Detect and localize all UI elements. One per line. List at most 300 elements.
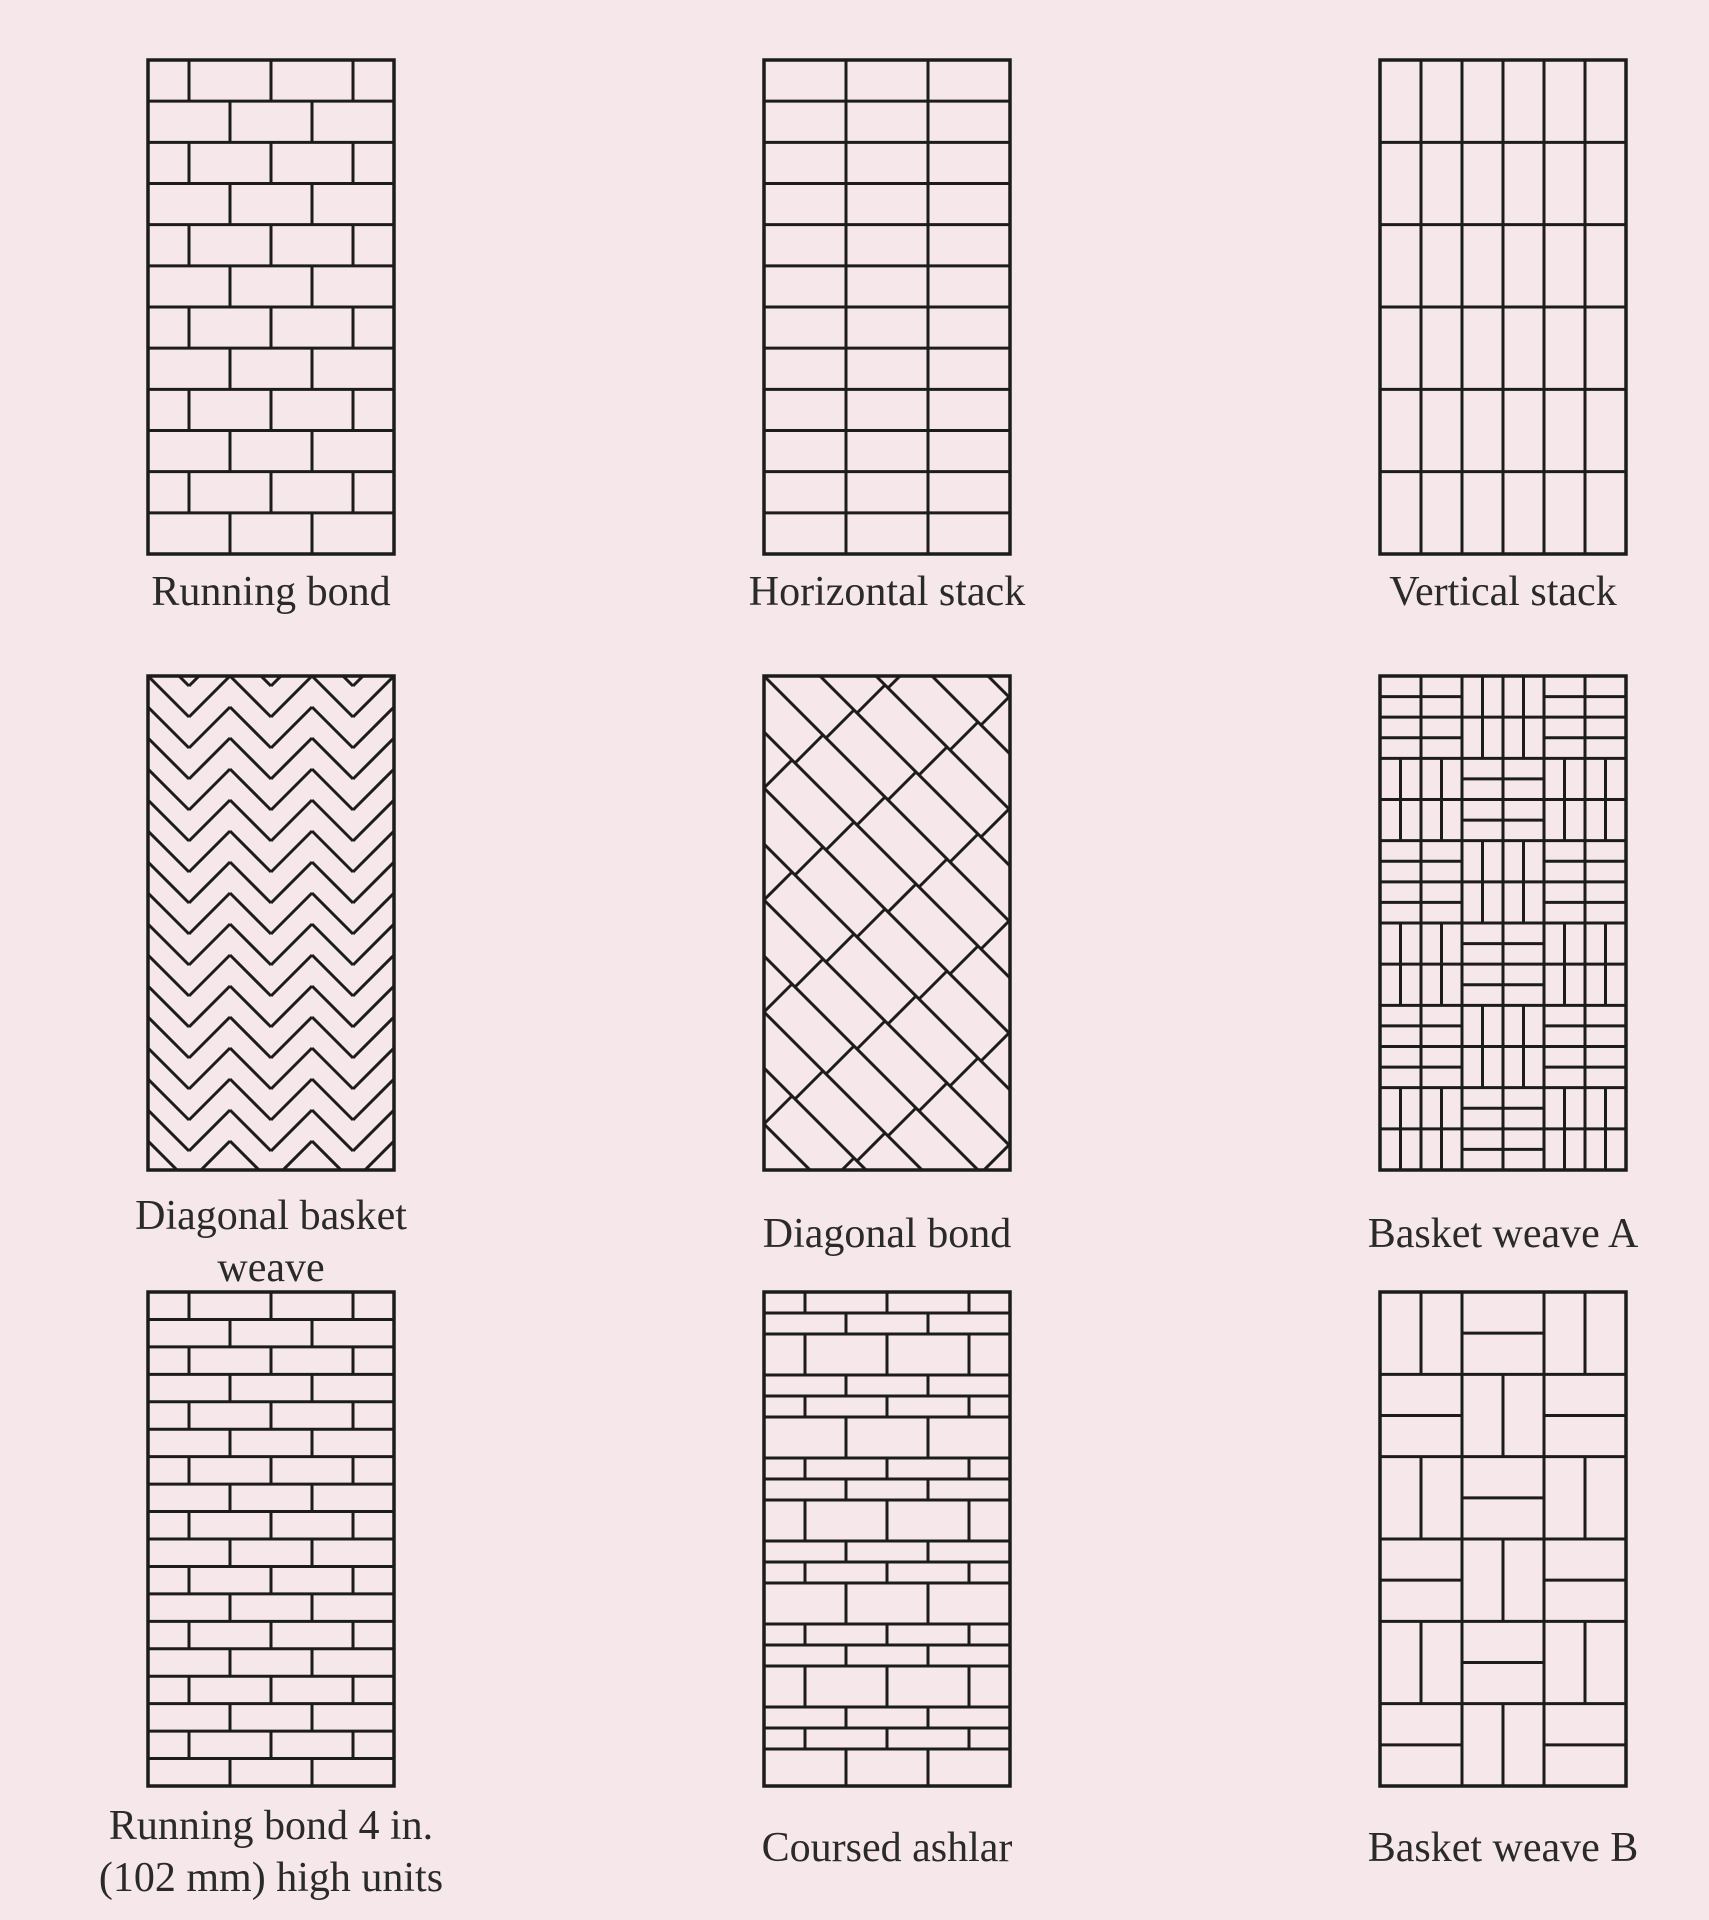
joint-line	[671, 163, 699, 191]
joint-line	[423, 923, 451, 951]
joint-line	[547, 487, 575, 515]
joint-line	[485, 0, 513, 5]
joint-line	[148, 800, 189, 841]
joint-line	[1260, 1144, 1288, 1172]
joint-line	[671, 387, 699, 415]
joint-line	[671, 723, 699, 751]
joint-line	[485, 1209, 513, 1237]
joint-line	[795, 1295, 823, 1323]
joint-line	[578, 1134, 606, 1162]
joint-line	[1198, 1306, 1226, 1334]
joint-line	[230, 955, 271, 996]
joint-line	[1508, 1504, 1536, 1532]
joint-line	[1322, 1430, 1350, 1458]
joint-line	[733, 1457, 761, 1485]
joint-line	[312, 862, 353, 903]
joint-line	[189, 800, 230, 841]
joint-line	[1043, 311, 1071, 339]
joint-line	[640, 300, 668, 328]
joint-line	[919, 187, 947, 215]
joint-line	[826, 1270, 854, 1298]
joint-line	[1074, 286, 1102, 314]
joint-line	[1074, 1182, 1102, 1210]
joint-line	[237, 401, 265, 429]
joint-line	[950, 1506, 978, 1534]
joint-line	[1229, 721, 1257, 749]
joint-line	[353, 676, 394, 717]
joint-line	[1012, 784, 1040, 812]
joint-line	[1136, 1356, 1164, 1384]
joint-line	[1260, 808, 1288, 836]
joint-line	[271, 800, 312, 841]
joint-line	[733, 1, 761, 29]
joint-line	[702, 698, 730, 726]
joint-line	[1322, 646, 1350, 674]
joint-line	[795, 399, 823, 427]
joint-line	[1167, 1443, 1195, 1471]
joint-line	[454, 338, 482, 366]
joint-line	[764, 424, 792, 452]
joint-line	[516, 736, 544, 764]
joint-line	[1105, 1605, 1133, 1633]
joint-line	[547, 1495, 575, 1523]
joint-line	[1260, 584, 1288, 612]
joint-line	[454, 1010, 482, 1038]
joint-line	[189, 893, 230, 934]
joint-line	[1384, 708, 1412, 736]
joint-line	[733, 113, 761, 141]
joint-line	[1229, 945, 1257, 973]
joint-line	[1632, 1516, 1660, 1544]
running-bond-4in-pattern	[148, 1292, 394, 1786]
joint-line	[919, 1083, 947, 1111]
joint-line	[714, 570, 1060, 916]
joint-line	[733, 449, 761, 477]
joint-line	[1074, 510, 1102, 538]
joint-line	[206, 762, 234, 790]
joint-line	[888, 436, 916, 464]
joint-line	[237, 65, 265, 93]
joint-line	[714, 682, 1060, 1028]
joint-line	[189, 955, 230, 996]
caption-line: Vertical stack	[1389, 569, 1617, 615]
joint-line	[714, 346, 1060, 692]
joint-line	[1012, 896, 1040, 924]
joint-line	[1322, 870, 1350, 898]
caption-line: Running bond	[151, 569, 391, 615]
joint-line	[1229, 1393, 1257, 1421]
joint-line	[1260, 1704, 1288, 1732]
joint-line	[1136, 1692, 1164, 1720]
joint-line	[271, 831, 312, 872]
joint-line	[454, 898, 482, 926]
joint-line	[1043, 871, 1071, 899]
joint-line	[1198, 1866, 1226, 1894]
joint-line	[392, 948, 420, 976]
joint-line	[485, 1433, 513, 1461]
joint-line	[1291, 1007, 1319, 1035]
joint-line	[733, 1569, 761, 1597]
joint-line	[423, 1371, 451, 1399]
joint-line	[857, 1469, 885, 1497]
joint-line	[1229, 1169, 1257, 1197]
joint-line	[919, 523, 947, 551]
joint-line	[312, 1017, 353, 1058]
joint-line	[671, 1171, 699, 1199]
joint-line	[702, 1594, 730, 1622]
joint-line	[1260, 920, 1288, 948]
joint-line	[353, 800, 394, 841]
joint-line	[148, 614, 189, 655]
joint-line	[640, 76, 668, 104]
joint-line	[1632, 1740, 1660, 1768]
joint-line	[733, 673, 761, 701]
joint-line	[1477, 1417, 1505, 1445]
caption-coursed-ashlar	[677, 1822, 1097, 1874]
joint-line	[1136, 1244, 1164, 1272]
joint-line	[1167, 1667, 1195, 1695]
joint-line	[516, 1072, 544, 1100]
joint-line	[237, 289, 265, 317]
joint-line	[1694, 1690, 1709, 1718]
joint-line	[1632, 1068, 1660, 1096]
joint-line	[919, 859, 947, 887]
joint-line	[1353, 1069, 1381, 1097]
joint-line	[353, 738, 394, 779]
joint-line	[1136, 796, 1164, 824]
joint-line	[361, 413, 389, 441]
joint-line	[1136, 1580, 1164, 1608]
joint-line	[547, 711, 575, 739]
joint-line	[1167, 995, 1195, 1023]
joint-line	[609, 101, 637, 129]
joint-line	[1260, 1032, 1288, 1060]
joint-line	[1136, 1804, 1164, 1832]
joint-line	[578, 686, 606, 714]
joint-line	[547, 39, 575, 67]
joint-line	[454, 2, 482, 30]
joint-line	[1353, 1405, 1381, 1433]
joint-line	[516, 176, 544, 204]
joint-line	[826, 1158, 854, 1186]
joint-line	[981, 1033, 1009, 1061]
joint-line	[516, 624, 544, 652]
joint-line	[230, 893, 271, 934]
joint-line	[189, 1017, 230, 1058]
joint-line	[206, 0, 234, 6]
joint-line	[919, 1531, 947, 1559]
joint-line	[1291, 783, 1319, 811]
joint-line	[271, 893, 312, 934]
joint-line	[702, 1034, 730, 1062]
joint-line	[1136, 908, 1164, 936]
joint-line	[609, 661, 637, 689]
joint-line	[857, 237, 885, 265]
joint-line	[312, 1048, 353, 1089]
joint-line	[640, 1196, 668, 1224]
caption-basket-weave-a	[1293, 1208, 1709, 1260]
joint-line	[485, 985, 513, 1013]
joint-line	[189, 1110, 230, 1151]
joint-line	[826, 934, 854, 962]
joint-line	[1694, 1130, 1709, 1158]
joint-line	[733, 1009, 761, 1037]
joint-line	[547, 1383, 575, 1411]
joint-line	[702, 922, 730, 950]
joint-line	[1229, 1729, 1257, 1757]
joint-line	[353, 769, 394, 810]
joint-line	[609, 0, 637, 17]
joint-line	[702, 362, 730, 390]
joint-line	[423, 811, 451, 839]
joint-line	[1353, 1741, 1381, 1769]
joint-line	[1167, 771, 1195, 799]
joint-line	[578, 1246, 606, 1274]
joint-line	[1508, 1728, 1536, 1756]
caption-line: Diagonal basket	[135, 1193, 407, 1239]
joint-line	[1384, 932, 1412, 960]
joint-line	[271, 986, 312, 1027]
joint-line	[1291, 1343, 1319, 1371]
joint-line	[547, 151, 575, 179]
joint-line	[1136, 460, 1164, 488]
joint-line	[1105, 933, 1133, 961]
joint-line	[1508, 1280, 1536, 1308]
joint-line	[547, 1047, 575, 1075]
joint-line	[671, 835, 699, 863]
joint-line	[578, 1470, 606, 1498]
joint-line	[702, 1370, 730, 1398]
joint-line	[1167, 1107, 1195, 1135]
joint-line	[1136, 684, 1164, 712]
joint-line	[888, 1668, 916, 1696]
joint-line	[268, 264, 296, 292]
joint-line	[189, 769, 230, 810]
joint-line	[230, 1017, 271, 1058]
joint-line	[516, 1296, 544, 1324]
joint-line	[1136, 1916, 1164, 1920]
joint-line	[1198, 1194, 1226, 1222]
joint-line	[189, 1079, 230, 1120]
joint-line	[1012, 1680, 1040, 1708]
joint-line	[609, 885, 637, 913]
joint-line	[148, 769, 189, 810]
joint-line	[857, 349, 885, 377]
joint-line	[1384, 1716, 1412, 1744]
joint-line	[1229, 1841, 1257, 1869]
joint-line	[702, 250, 730, 278]
joint-line	[1384, 1380, 1412, 1408]
joint-line	[764, 984, 792, 1012]
joint-line	[1663, 1603, 1691, 1631]
joint-line	[237, 513, 265, 541]
joint-line	[733, 1681, 761, 1709]
caption-horizontal-stack	[677, 566, 1097, 618]
joint-line	[189, 738, 230, 779]
joint-line	[189, 831, 230, 872]
caption-diagonal-bond	[677, 1208, 1097, 1260]
joint-line	[1570, 1902, 1598, 1920]
vertical-stack-pattern	[1380, 60, 1626, 554]
joint-line	[148, 1017, 189, 1058]
joint-line	[423, 251, 451, 279]
joint-line	[950, 1730, 978, 1758]
joint-line	[312, 707, 353, 748]
joint-line	[230, 769, 271, 810]
joint-line	[1198, 1082, 1226, 1110]
caption-line: (102 mm) high units	[98, 1855, 444, 1901]
joint-line	[189, 924, 230, 965]
joint-line	[1415, 1915, 1443, 1920]
joint-line	[392, 276, 420, 304]
joint-line	[175, 3, 203, 31]
joint-line	[454, 674, 482, 702]
joint-line	[148, 676, 189, 717]
joint-line	[795, 1407, 823, 1435]
joint-line	[175, 115, 203, 143]
joint-line	[764, 536, 792, 564]
joint-line	[148, 738, 189, 779]
joint-line	[271, 862, 312, 903]
joint-line	[919, 1755, 947, 1783]
joint-line	[1136, 1020, 1164, 1048]
joint-line	[578, 574, 606, 602]
joint-line	[578, 238, 606, 266]
joint-line	[1074, 1070, 1102, 1098]
joint-line	[1632, 844, 1660, 872]
panel-frame	[148, 676, 394, 1170]
joint-line	[981, 1593, 1009, 1621]
joint-line	[981, 361, 1009, 389]
joint-line	[1167, 1779, 1195, 1807]
joint-line	[1477, 1529, 1505, 1557]
joint-line	[888, 884, 916, 912]
joint-line	[714, 1690, 1060, 1920]
joint-line	[299, 687, 327, 715]
joint-line	[764, 0, 792, 4]
joint-line	[578, 798, 606, 826]
joint-line	[950, 274, 978, 302]
joint-line	[1167, 659, 1195, 687]
joint-line	[353, 955, 394, 996]
joint-line	[733, 225, 761, 253]
joint-line	[312, 955, 353, 996]
joint-line	[826, 1046, 854, 1074]
joint-line	[423, 1147, 451, 1175]
joint-line	[271, 1110, 312, 1151]
joint-line	[1446, 994, 1474, 1022]
joint-line	[981, 473, 1009, 501]
caption-line: Basket weave B	[1367, 1825, 1639, 1871]
joint-line	[578, 1358, 606, 1386]
joint-line	[1291, 895, 1319, 923]
joint-line	[1012, 1120, 1040, 1148]
joint-line	[578, 910, 606, 938]
joint-line	[981, 809, 1009, 837]
joint-line	[353, 1048, 394, 1089]
joint-line	[547, 935, 575, 963]
joint-line	[1167, 1219, 1195, 1247]
joint-line	[1074, 398, 1102, 426]
joint-line	[1260, 696, 1288, 724]
joint-line	[361, 1309, 389, 1337]
joint-line	[826, 1606, 854, 1634]
joint-line	[1105, 373, 1133, 401]
joint-line	[1229, 497, 1257, 525]
joint-line	[148, 1141, 189, 1182]
joint-line	[361, 749, 389, 777]
joint-line	[1663, 1491, 1691, 1519]
joint-line	[578, 14, 606, 42]
joint-line	[423, 139, 451, 167]
joint-line	[206, 314, 234, 342]
running-bond-pattern	[148, 60, 394, 554]
joint-line	[148, 707, 189, 748]
joint-line	[547, 375, 575, 403]
joint-line	[1353, 1293, 1381, 1321]
joint-line	[1663, 1379, 1691, 1407]
horizontal-stack-pattern	[764, 60, 1010, 554]
joint-line	[714, 794, 1060, 1140]
joint-line	[353, 986, 394, 1027]
joint-line	[353, 893, 394, 934]
joint-line	[1012, 448, 1040, 476]
joint-line	[919, 411, 947, 439]
joint-line	[702, 474, 730, 502]
joint-line	[1260, 1480, 1288, 1508]
joint-line	[148, 986, 189, 1027]
joint-line	[888, 1780, 916, 1808]
joint-line	[271, 738, 312, 779]
joint-line	[361, 525, 389, 553]
joint-line	[640, 860, 668, 888]
joint-line	[1291, 1679, 1319, 1707]
joint-line	[1260, 1256, 1288, 1284]
joint-line	[392, 388, 420, 416]
coursed-ashlar-pattern	[764, 1292, 1010, 1790]
joint-line	[516, 512, 544, 540]
joint-line	[148, 1110, 189, 1151]
joint-line	[1105, 1269, 1133, 1297]
joint-line	[950, 1170, 978, 1198]
joint-line	[826, 1718, 854, 1746]
joint-line	[1074, 1518, 1102, 1546]
joint-line	[1043, 1655, 1071, 1683]
joint-line	[1167, 547, 1195, 575]
joint-line	[485, 201, 513, 229]
joint-line	[1167, 1555, 1195, 1583]
joint-line	[547, 263, 575, 291]
joint-line	[609, 1109, 637, 1137]
joint-line	[1167, 1331, 1195, 1359]
joint-line	[764, 1432, 792, 1460]
joint-line	[888, 660, 916, 688]
joint-line	[268, 936, 296, 964]
joint-line	[423, 363, 451, 391]
joint-line	[271, 1048, 312, 1089]
caption-line: Basket weave A	[1367, 1211, 1639, 1257]
caption-vertical-stack	[1293, 566, 1709, 618]
joint-line	[361, 861, 389, 889]
joint-line	[148, 831, 189, 872]
joint-line	[981, 1369, 1009, 1397]
joint-line	[312, 924, 353, 965]
joint-line	[1353, 1629, 1381, 1657]
joint-line	[671, 947, 699, 975]
joint-line	[392, 164, 420, 192]
joint-line	[733, 897, 761, 925]
joint-line	[1105, 821, 1133, 849]
